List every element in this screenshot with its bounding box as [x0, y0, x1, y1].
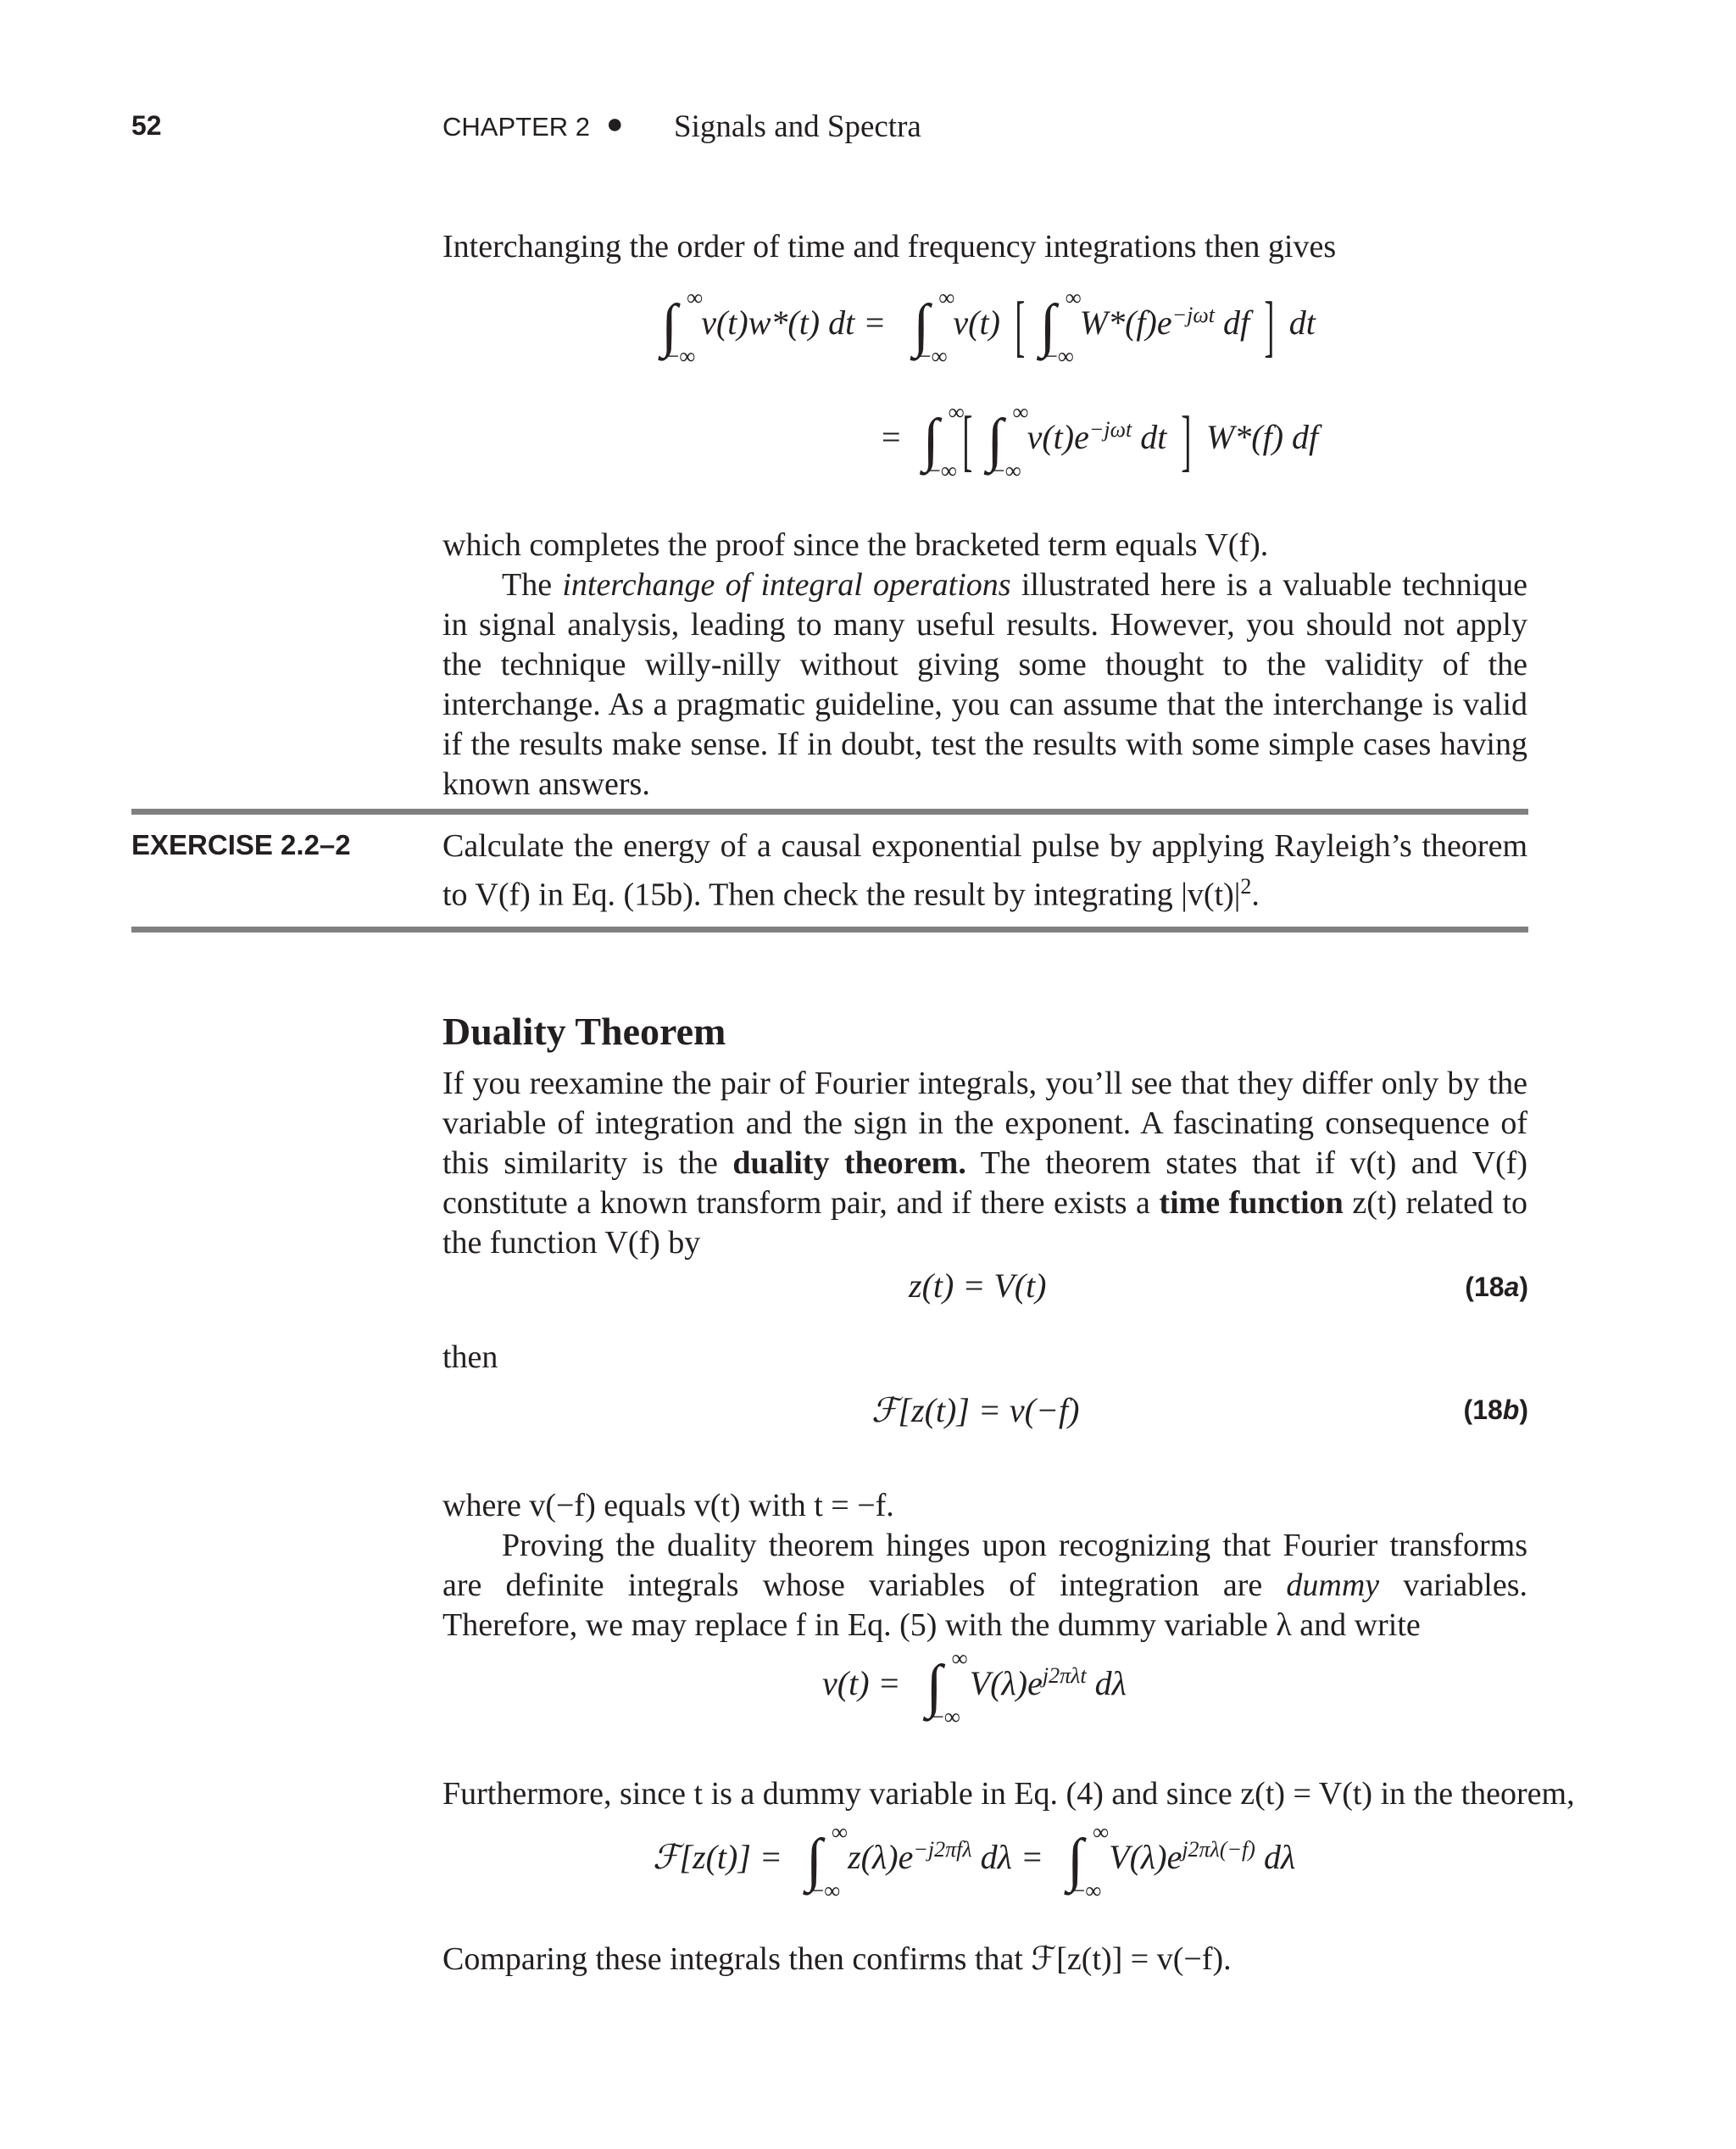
eq-lhs: v(t)w*(t) dt =: [701, 303, 887, 342]
equation-number-18a: (18a): [1465, 1272, 1528, 1302]
paragraph-final: Comparing these integrals then confirms that ℱ[z(t)] = v(−f).: [442, 1941, 1232, 1977]
header-bullet: ●: [606, 109, 624, 140]
bracket-open: [: [962, 404, 973, 478]
integral-sign: ∫ ∞ −∞: [913, 285, 955, 369]
chapter-title: Signals and Spectra: [674, 109, 921, 144]
intro-sentence: Interchanging the order of time and frequency integrations then gives: [442, 229, 1337, 264]
exercise-bottom-rule: [131, 927, 1528, 933]
eq-v: v(t): [953, 303, 1000, 342]
eq-tail: dλ: [1263, 1838, 1296, 1877]
equation-interchange-line1: [661, 285, 1316, 369]
eq-lhs: v(t) =: [822, 1664, 901, 1703]
integral-sign: ∫ ∞ −∞: [805, 1819, 849, 1903]
exercise-top-rule: [131, 809, 1528, 815]
paragraph-interchange: The interchange of integral operations illustrated here is a valuable technique in signal analysis, leading to many useful results. However, you should not apply the technique willy-nilly without giving some thought to the validity of the interchange. As a pragmatic guideline, you can assume that the interchange is valid if the results make sense. If in doubt, test the results with some simple cases having known answers.: [442, 567, 1527, 802]
bold-term: time function: [1159, 1185, 1344, 1221]
eq-inner: W*(f)e: [1079, 303, 1172, 342]
exercise-text: Calculate the energy of a causal exponential pulse by applying Rayleigh’s theorem to V(f) in Eq. (15b). Then check the result by integrating $|v(t)|^2$.: [442, 828, 1527, 913]
equation-18b: ℱ[z(t)] = v(−f): [871, 1391, 1080, 1429]
bracket-close: ]: [1181, 404, 1192, 478]
equation-number-18b: (18b): [1463, 1395, 1528, 1425]
eq-body: V(λ)e: [969, 1664, 1043, 1703]
bracket-open: [: [1015, 289, 1026, 364]
paragraph-furthermore: Furthermore, since t is a dummy variable in Eq. (4) and since z(t) = V(t) in the theorem,: [442, 1776, 1575, 1812]
exercise-label: EXERCISE 2.2–2: [131, 829, 351, 860]
bold-term: duality theorem.: [732, 1145, 966, 1181]
then-word: then: [442, 1339, 498, 1375]
eq-body1: z(λ)e: [848, 1838, 914, 1877]
integral-sign: ∫ ∞ −∞: [926, 1645, 968, 1729]
eq-body2: V(λ)e: [1109, 1838, 1182, 1877]
eq-df: df: [1222, 303, 1250, 342]
eq-exponent: j2πλt: [1042, 1662, 1087, 1688]
section-title: Duality Theorem: [442, 1010, 726, 1053]
eq-tail: dλ: [1094, 1664, 1127, 1703]
equation-inverse-transform: [822, 1645, 1127, 1729]
integral-sign: ∫ ∞ −∞: [987, 399, 1029, 483]
emphasis: interchange of integral operations: [562, 567, 1011, 603]
equation-18a: z(t) = V(t): [909, 1267, 1047, 1305]
chapter-label: CHAPTER 2: [442, 112, 590, 142]
eq-exponent: −j2πfλ: [913, 1836, 972, 1862]
eq-inner: v(t)e: [1027, 418, 1089, 457]
eq-equals: =: [882, 418, 901, 457]
eq-exponent: −jωt: [1171, 302, 1215, 327]
equation-interchange-line2: [882, 399, 1319, 483]
paragraph-block-2: [442, 1486, 1527, 1645]
page-number: 52: [131, 110, 162, 141]
paragraph-proof: which completes the proof since the bracketed term equals V(f).: [442, 527, 1269, 563]
integral-sign: ∫ ∞ −∞: [1039, 285, 1082, 369]
paragraph-proving: Proving the duality theorem hinges upon recognizing that Fourier transforms are definite integrals whose variables of integration are dummy variables. Therefore, we may replace f in Eq. (5) with the dummy variable λ and write: [442, 1528, 1527, 1643]
paragraph-duality: If you reexamine the pair of Fourier integrals, you’ll see that they differ only by the variable of integration and the sign in the exponent. A fascinating consequence of this similarity is the duality theorem. The theorem states that if v(t) and V(f) constitute a known transform pair, and if there exists a time function z(t) related to the function V(f) by: [442, 1066, 1528, 1261]
bracket-close: ]: [1264, 289, 1275, 364]
integral-sign: ∫ ∞ −∞: [922, 399, 965, 483]
emphasis: dummy: [1286, 1567, 1380, 1603]
eq-mid: dλ =: [980, 1838, 1043, 1877]
eq-exponent: j2πλ(−f): [1182, 1836, 1255, 1862]
eq-dt: dt: [1288, 303, 1316, 342]
eq-exponent: −jωt: [1088, 416, 1132, 442]
eq-dt: dt: [1140, 418, 1167, 457]
integral-sign: ∫ ∞ −∞: [661, 285, 704, 369]
eq-tail: W*(f) df: [1205, 418, 1319, 457]
equation-transform-z: [653, 1819, 1296, 1903]
paragraph-where: where v(−f) equals v(t) with t = −f.: [442, 1488, 894, 1523]
eq-lhs: ℱ[z(t)] =: [653, 1838, 782, 1877]
paragraph-block-1: [442, 526, 1527, 804]
integral-sign: ∫ ∞ −∞: [1066, 1819, 1110, 1903]
